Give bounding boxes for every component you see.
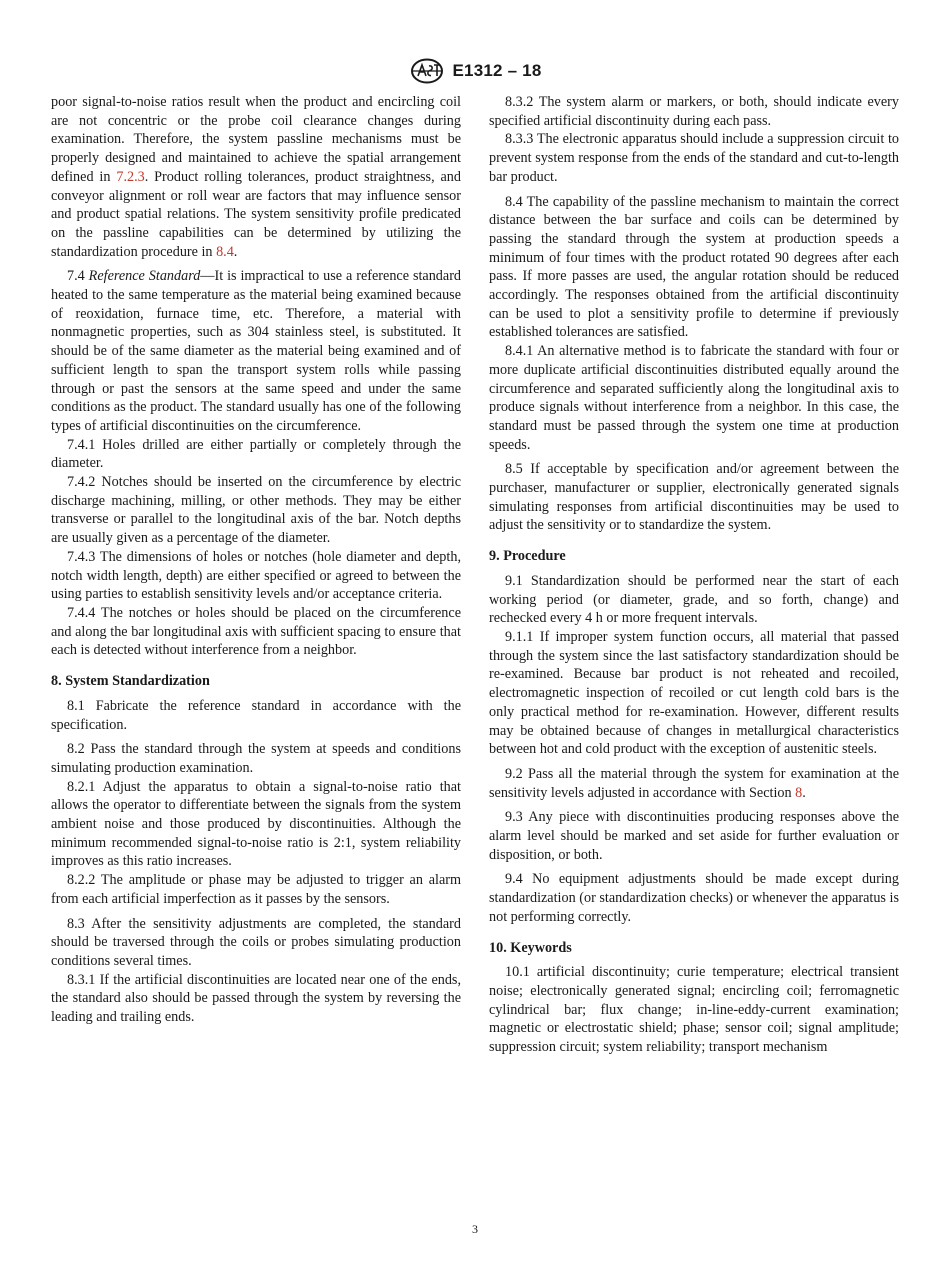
paragraph-8-2-2: 8.2.2 The amplitude or phase may be adjusted to trigger an alarm from each artificial imperfection as it passes by the sensors. xyxy=(51,872,461,907)
paragraph-9-3: 9.3 Any piece with discontinuities producing responses above the alarm level should be marked and set aside for further evaluation or disposition, or both. xyxy=(489,809,899,863)
link-8-4[interactable]: 8.4 xyxy=(216,243,234,260)
paragraph-8-3-2: 8.3.2 The system alarm or markers, or both, should indicate every specified artificial discontinuity during each pass. xyxy=(489,94,899,129)
paragraph-7-4-4: 7.4.4 The notches or holes should be placed on the circumference and along the bar longitudinal axis with sufficient spacing to ensure that each is detected without interference from a neighbor. xyxy=(51,604,461,659)
paragraph-9-2: 9.2 Pass all the material through the system for examination at the sensitivity levels adjusted in accordance with Section 8. xyxy=(489,765,899,801)
paragraph-8-3-3: 8.3.3 The electronic apparatus should include a suppression circuit to prevent system response from the ends of the standard and cut-to-length bar product. xyxy=(489,131,899,185)
paragraph-8-4: 8.4 The capability of the passline mechanism to maintain the correct distance between the bar surface and coils can be determined by passing the standard through the system at production speeds a minimum of four times with the product rotated 90 degrees after each pass. If more passes are used, the angular rotation should be reduced accordingly. The responses obtained from the artificial discontinuity can be used to plot a sensitivity profile to determine if previously established tolerances are satisfied. xyxy=(489,193,899,341)
paragraph-8-2-1: 8.2.1 Adjust the apparatus to obtain a signal-to-noise ratio that allows the operator to differentiate between the signals from the system ambient noise and those produced by discontinuities. Although the minimum recommended signal-to-noise ratio is 2:1, system reliability improves as this ratio increases. xyxy=(51,778,461,870)
section-heading-8: 8. System Standardization xyxy=(51,673,210,690)
paragraph-7-4: 7.4 Reference Standard—It is impractical to use a reference standard heated to the same temperature as the material being examined because of reoxidation, furnace time, etc. Therefore, a material with nonmagnetic properties, such as 304 stainless steel, is substituted. It should be of the same diameter as the material being examined and of sufficient length to span the transport system rolls while passing through or past the sensors at the same speed and under the same conditions as the product. The standard usually has one of the following types of artificial discontinuities on the circumference. xyxy=(51,268,462,434)
astm-logo-icon xyxy=(409,58,445,84)
paragraph-continued: poor signal-to-noise ratios result when the product and encircling coil are not concentric or the probe coil clearance changes during examination. Therefore, the system passline mechanisms must be properly designed and maintained to achieve the spatial arrangement defined in 7.2.3. Product rolling tolerances, product straightness, and conveyor alignment or roll wear are factors that may influence sensor and product spatial relations. The system sensitivity profile predicated on the passline capabilities can be determined by utilizing the standardization procedure in 8.4. xyxy=(51,94,461,260)
paragraph-9-4: 9.4 No equipment adjustments should be made except during standardization (or standardization checks) or whenever the apparatus is not performing correctly. xyxy=(489,871,899,925)
paragraph-8-5: 8.5 If acceptable by specification and/or agreement between the purchaser, manufacturer or supplier, electronically generated signals simulating responses from artificial discontinuities may be used to adjust the sensitivity or to standardize the system. xyxy=(489,461,899,534)
document-number: E1312 – 18 xyxy=(452,61,542,80)
link-7-2-3[interactable]: 7.2.3 xyxy=(116,168,145,185)
left-column xyxy=(51,93,461,1027)
right-column xyxy=(489,93,899,1057)
paragraph-8-1: 8.1 Fabricate the reference standard in accordance with the specification. xyxy=(51,697,461,733)
link-section-8[interactable]: 8 xyxy=(795,784,803,801)
paragraph-7-4-1: 7.4.1 Holes drilled are either partially or completely through the diameter. xyxy=(51,436,461,472)
paragraph-8-2: 8.2 Pass the standard through the system at speeds and conditions simulating production examination. xyxy=(51,741,461,776)
paragraph-8-3: 8.3 After the sensitivity adjustments are completed, the standard should be traversed through the coils or probes simulating production conditions several times. xyxy=(51,915,461,969)
paragraph-10-1: 10.1 artificial discontinuity; curie temperature; electrical transient noise; electronically generated signal; encircling coil; ferromagnetic cylindrical bar; flux change; in-line-eddy-current examination; magnetic or electrostatic shield; phase; sensor coil; signal amplitude; suppression circuit; system reliability; transport mechanism xyxy=(489,964,899,1056)
reference-standard-term: Reference Standard xyxy=(88,268,201,285)
paragraph-8-4-1: 8.4.1 An alternative method is to fabricate the standard with four or more duplicate artificial discontinuities distributed equally around the circumference and separated sufficiently along the longitudinal axis to produce signals without interference from a neighbor. In this case, the standard must be passed through the system one time at production speeds. xyxy=(489,343,899,453)
paragraph-7-4-2: 7.4.2 Notches should be inserted on the circumference by electric discharge machining, milling, or other methods. They may be either transverse or parallel to the longitudinal axis of the bar. Notch depths are usually given as a percentage of the diameter. xyxy=(51,474,461,547)
paragraph-8-3-1: 8.3.1 If the artificial discontinuities are located near one of the ends, the standard also should be passed through the system by reversing the leading and trailing ends. xyxy=(51,971,461,1026)
paragraph-9-1: 9.1 Standardization should be performed near the start of each working period (or diameter, grade, and so forth, change) and rechecked every 4 h or more frequent intervals. xyxy=(489,572,899,627)
page-header xyxy=(0,56,950,86)
section-heading-10: 10. Keywords xyxy=(489,939,572,956)
page-number: 3 xyxy=(472,1222,478,1236)
paragraph-7-4-3: 7.4.3 The dimensions of holes or notches (hole diameter and depth, notch width length, depth) are either specified or agreed to between the using parties to establish sensitivity levels and/or acceptance criteria. xyxy=(51,548,461,603)
section-heading-9: 9. Procedure xyxy=(489,548,566,565)
paragraph-9-1-1: 9.1.1 If improper system function occurs, all material that passed through the system since the last satisfactory standardization should be re-examined. Because bar product is not reheated and recoiled, electromagnetic inspection of recoiled or cut length cold bars is the only practical method for re-examination. However, different results may be obtained because of changes in metallurgical characteristics between hot and cold product with the exception of austenitic steels. xyxy=(489,628,899,758)
